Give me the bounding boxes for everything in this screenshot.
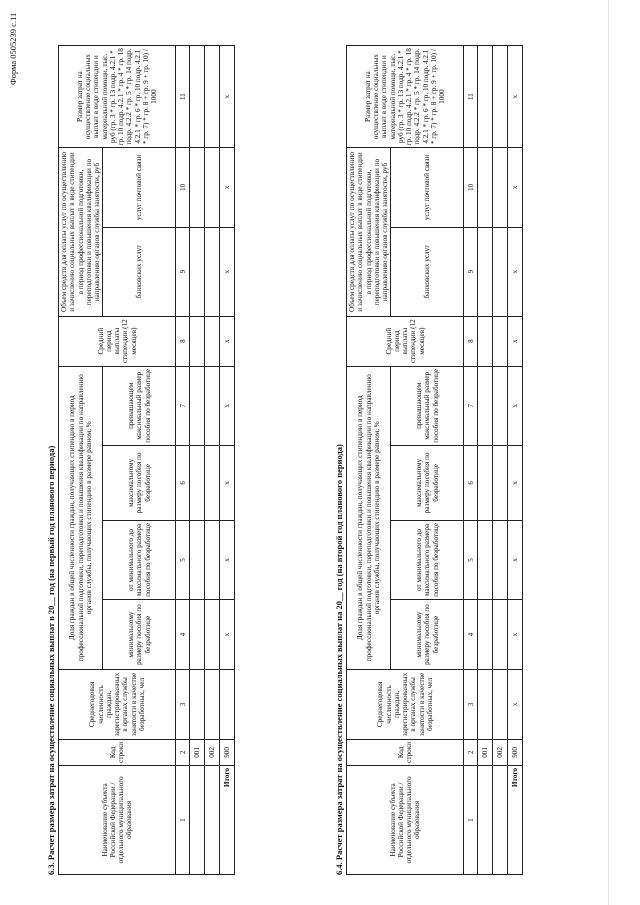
cell-value[interactable] [205, 669, 220, 739]
cell-subject[interactable] [493, 765, 508, 874]
total-row [508, 46, 523, 875]
header-share-max: максимальному размеру пособия по безработице [391, 446, 464, 521]
cell-value: x [220, 46, 235, 148]
cell-value[interactable] [478, 227, 493, 316]
header-share-min: минимальному размеру пособия по безработице [391, 600, 464, 670]
cell-value: x [508, 316, 523, 366]
cell-subject[interactable] [205, 765, 220, 874]
total-label: Итого [220, 765, 235, 874]
cell-value[interactable] [220, 669, 235, 739]
cell-value[interactable] [493, 46, 508, 148]
col-number: 3 [176, 669, 190, 739]
total-label: Итого [508, 765, 523, 874]
cell-value[interactable] [205, 148, 220, 227]
header-code: Код строки [347, 739, 464, 765]
cell-value: x [508, 600, 523, 670]
table-row [190, 46, 205, 875]
cell-value[interactable] [190, 669, 205, 739]
col-number: 9 [176, 227, 190, 316]
section-title-6-3: 6.3. Расчет размера затрат на осуществление социальных выплат в 20__ год (на первый год планового периода) [46, 445, 56, 875]
cell-value[interactable] [478, 148, 493, 227]
column-number-row [176, 46, 190, 875]
column-number-row [464, 46, 478, 875]
cell-value[interactable] [190, 600, 205, 670]
cell-value[interactable] [478, 669, 493, 739]
col-number: 11 [464, 46, 478, 148]
cell-value[interactable] [205, 366, 220, 446]
header-funds-bank: банковских услуг [103, 227, 176, 316]
cell-value[interactable] [478, 446, 493, 521]
cell-subject[interactable] [478, 765, 493, 874]
cell-value[interactable] [493, 600, 508, 670]
col-number: 9 [464, 227, 478, 316]
cell-value[interactable] [493, 148, 508, 227]
header-share-prevailing: превышающем максимальный размер пособия по безработице [391, 366, 464, 446]
cell-value[interactable] [478, 316, 493, 366]
header-funds-post: услуг почтовой связи [103, 148, 176, 227]
col-number: 4 [176, 600, 190, 670]
cell-value[interactable] [493, 446, 508, 521]
table-row [205, 46, 220, 875]
col-number: 8 [464, 316, 478, 366]
cell-value[interactable] [205, 446, 220, 521]
col-number: 11 [176, 46, 190, 148]
cell-value[interactable] [478, 366, 493, 446]
cell-code: 002 [493, 739, 508, 765]
cell-value[interactable] [205, 227, 220, 316]
header-funds-bank: банковских услуг [391, 227, 464, 316]
col-number: 10 [176, 148, 190, 227]
cell-value[interactable] [205, 46, 220, 148]
cell-code: 001 [190, 739, 205, 765]
col-number: 5 [176, 520, 190, 600]
header-share-between: от минимального до максимального размера пособия по безработице [103, 520, 176, 600]
cell-value[interactable] [478, 520, 493, 600]
header-share-between: от минимального до максимального размера пособия по безработице [391, 520, 464, 600]
cell-value[interactable] [493, 366, 508, 446]
header-funds-post: услуг почтовой связи [391, 148, 464, 227]
cell-value[interactable] [190, 46, 205, 148]
cell-value[interactable] [493, 520, 508, 600]
cell-value[interactable] [493, 316, 508, 366]
cell-value[interactable] [190, 366, 205, 446]
form-label: Форма 0505239 с.11 [8, 12, 18, 85]
cell-value[interactable] [478, 46, 493, 148]
cell-value: x [508, 446, 523, 521]
cell-subject[interactable] [190, 765, 205, 874]
cell-value: x [508, 366, 523, 446]
cell-value: x [220, 520, 235, 600]
header-subject: Наименование субъекта Российской Федерации / отдельного муниципального образования [59, 765, 176, 874]
cell-code: 001 [478, 739, 493, 765]
col-number: 10 [464, 148, 478, 227]
col-number: 8 [176, 316, 190, 366]
cell-code: 900 [508, 739, 523, 765]
cell-code: 900 [220, 739, 235, 765]
cell-value: x [508, 520, 523, 600]
cell-value[interactable] [190, 316, 205, 366]
header-cost: Размер затрат на осуществление социальных выплат в виде стипендии и материальной помощи, тыс. руб (гр. 3 * гр. 13 подр. 4.2.1 * гр. 10 подр. 4.2.1 * гр. 4 * гр. 18 подр. 4.2.2 * гр. 5 * гр. 14 подр. 4.2.1 * гр. 6 * гр. 10 подр. 4.2.1 * гр. 7) * гр. 8 + гр. 9 + гр. 10) / 1000 [59, 46, 176, 148]
cell-value: x [220, 148, 235, 227]
header-share-min: минимальному размеру пособия по безработице [103, 600, 176, 670]
cell-value: x [508, 669, 523, 739]
cell-value[interactable] [493, 227, 508, 316]
header-code: Код строки [59, 739, 176, 765]
header-avg-count: Среднегодовая численность граждан, зарегистрированных в органах службы занятости в качестве безработных, чел [347, 669, 464, 739]
cell-value[interactable] [478, 600, 493, 670]
cell-code: 002 [205, 739, 220, 765]
header-avg-period: Средний период выплаты стипендии (12 месяцев) [59, 316, 176, 366]
cell-value[interactable] [205, 600, 220, 670]
cell-value: x [508, 148, 523, 227]
header-funds-group: Объем средств для оплаты услуг по осуществлению и зачислению социальных выплат в виде стипендии в период профессиональной подготовки, переподготовки и повышения квалификации по направлению органов службы занятости, руб [59, 148, 103, 316]
cell-value[interactable] [190, 148, 205, 227]
col-number: 2 [176, 739, 190, 765]
cell-value[interactable] [493, 669, 508, 739]
header-subject: Наименование субъекта Российской Федерации / отдельного муниципального образования [347, 765, 464, 874]
col-number: 6 [176, 446, 190, 521]
cell-value: x [220, 446, 235, 521]
header-share-prevailing: превышающем максимальный размер пособия по безработице [103, 366, 176, 446]
col-number: 1 [464, 765, 478, 874]
cell-value: x [220, 366, 235, 446]
header-cost: Размер затрат на осуществление социальных выплат в виде стипендии и материальной помощи, тыс. руб (гр. 3 * гр. 13 подр. 4.2.1 * гр. 10 подр. 4.2.1 * гр. 4 * гр. 18 подр. 4.2.2 * гр. 5 * гр. 14 подр. 4.2.1 * гр. 6 * гр. 10 подр. 4.2.1 * гр. 7) * гр. 8 + гр. 9 + гр. 10) / 1000 [347, 46, 464, 148]
cell-value[interactable] [190, 520, 205, 600]
header-avg-count: Среднегодовая численность граждан, зарегистрированных в органах службы занятости в качестве безработных, чел [59, 669, 176, 739]
col-number: 1 [176, 765, 190, 874]
header-funds-group: Объем средств для оплаты услуг по осуществлению и зачислению социальных выплат в виде стипендии в период профессиональной подготовки, переподготовки и повышения квалификации по направлению органов службы занятости, руб [347, 148, 391, 316]
table-6-3 [58, 45, 235, 875]
cell-value: x [508, 46, 523, 148]
col-number: 4 [464, 600, 478, 670]
cell-value: x [508, 227, 523, 316]
header-share-max: максимальному размеру пособия по безработице [103, 446, 176, 521]
cell-value[interactable] [205, 316, 220, 366]
col-number: 5 [464, 520, 478, 600]
section-title-6-4: 6.4. Расчет размера затрат на осуществление социальных выплат на 20__ год (на второй год планового периода) [334, 444, 344, 875]
col-number: 6 [464, 446, 478, 521]
col-number: 7 [464, 366, 478, 446]
table-6-4 [346, 45, 523, 875]
total-row [220, 46, 235, 875]
header-share-group: Доля граждан в общей численности граждан, получающих стипендию в период профессиональной подготовки, переподготовки и повышения квалификации по направлению органов службы, получающих стипендию в размере равном, % [347, 366, 391, 669]
table-row [493, 46, 508, 875]
cell-value: x [220, 600, 235, 670]
col-number: 7 [176, 366, 190, 446]
cell-value[interactable] [190, 227, 205, 316]
col-number: 2 [464, 739, 478, 765]
cell-value: x [220, 316, 235, 366]
table-row [478, 46, 493, 875]
cell-value: x [220, 227, 235, 316]
col-number: 3 [464, 669, 478, 739]
header-share-group: Доля граждан в общей численности граждан, получающих стипендию в период профессиональной подготовки, переподготовки и повышения квалификации по направлению органов службы, получающих стипендию в размере равном, % [59, 366, 103, 669]
cell-value[interactable] [190, 446, 205, 521]
header-avg-period: Средний период выплаты стипендии (12 месяцев) [347, 316, 464, 366]
cell-value[interactable] [205, 520, 220, 600]
